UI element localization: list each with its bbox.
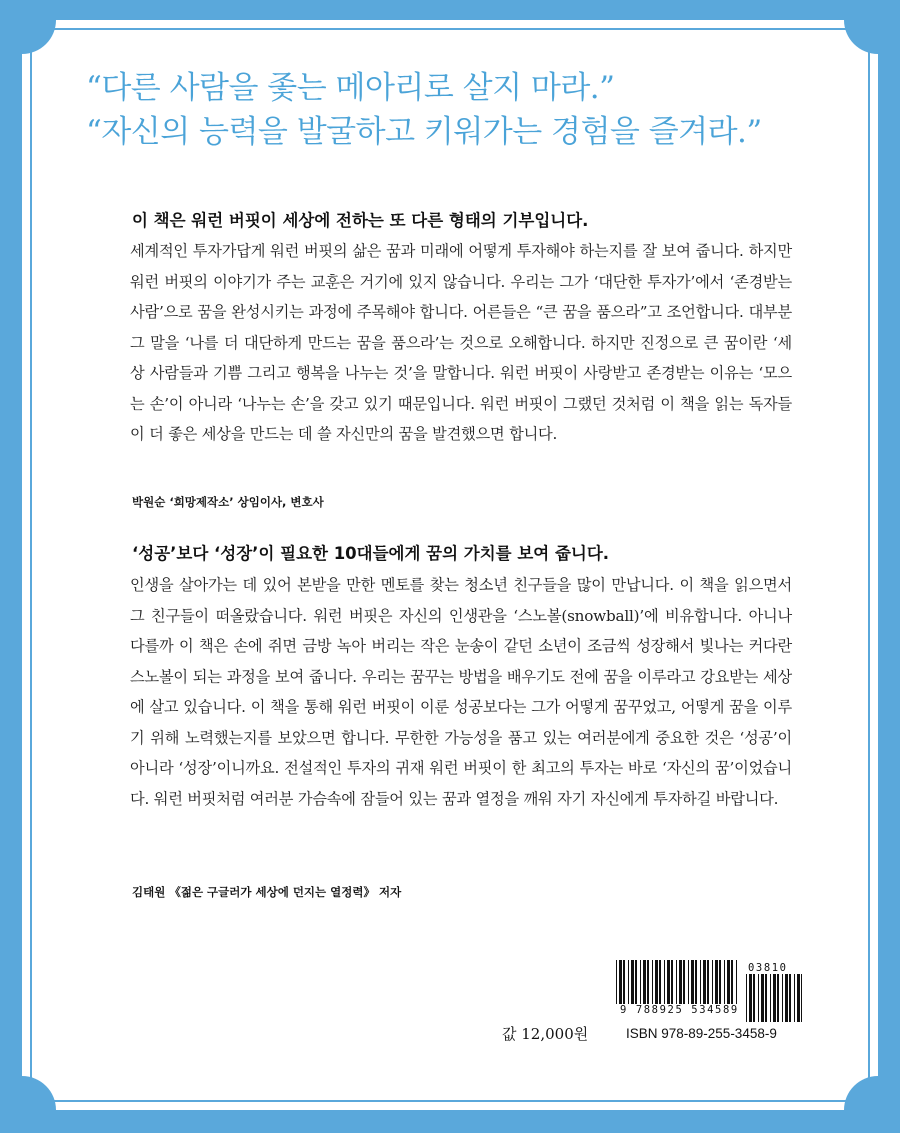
section-2-body: 인생을 살아가는 데 있어 본받을 만한 멘토를 찾는 청소년 친구들을 많이 만납니다. 이 책을 읽으면서 그 친구들이 떠올랐습니다. 워런 버핏은 자신의 인생관을 ‘스노볼(snowball)’에 비유합니다. 아니나 다를까 이 책은 손에 쥐면 금방 녹아 버리는 작은 눈송이 같던 소년이 조금씩 성장해서 빛나는 커다란 스노볼이 되는 과정을 보여 줍니다. 우리는 꿈꾸는 방법을 배우기도 전에 꿈을 이루라고 강요받는 세상에 살고 있습니다. 이 책을 통해 워런 버핏이 이룬 성공보다는 그가 어떻게 꿈꾸었고, 어떻게 꿈을 이루기 위해 노력했는지를 보았으면 합니다. 무한한 가능성을 품고 있는 여러분에게 중요한 것은 ‘성공’이 아니라 ‘성장’이니까요. 전설적인 투자의 귀재 워런 버핏이 한 최고의 투자는 바로 ‘자신의 꿈’이었습니다. 워런 버핏처럼 여러분 가슴속에 잠들어 있는 꿈과 열정을 깨워 자기 자신에게 투자하길 바랍니다. — [130, 576, 792, 808]
barcode-bar — [655, 960, 658, 1004]
barcode-bar — [688, 960, 689, 1004]
barcode-bar — [712, 960, 713, 1004]
barcode-bar — [679, 960, 682, 1004]
barcode-bar — [749, 974, 752, 1022]
barcode-bar — [727, 960, 730, 1004]
barcode-bar — [640, 960, 641, 1004]
barcode-bar — [700, 960, 701, 1004]
barcode-bar — [631, 960, 634, 1004]
barcode-bar — [643, 960, 646, 1004]
barcode-bar — [676, 960, 677, 1004]
frame-corner — [844, 20, 878, 54]
barcode-digits: 9 788925 534589 — [620, 1004, 739, 1016]
quote-line-2: “자신의 능력을 발굴하고 키워가는 경험을 즐겨라.” — [86, 114, 762, 150]
barcode-bar — [785, 974, 788, 1022]
section-1-signature: 박원순 ‘희망제작소’ 상임이사, 변호사 — [132, 495, 324, 509]
section-2-heading: ‘성공’보다 ‘성장’이 필요한 10대들에게 꿈의 가치를 보여 줍니다. — [132, 544, 610, 563]
barcode-bar — [647, 960, 649, 1004]
barcode-bar — [797, 974, 800, 1022]
barcode-bar — [623, 960, 625, 1004]
barcode-bar — [719, 960, 721, 1004]
frame-corner — [22, 20, 56, 54]
barcode-bar — [691, 960, 694, 1004]
barcode-bar — [761, 974, 764, 1022]
section-1-body: 세계적인 투자가답게 워런 버핏의 삶은 꿈과 미래에 어떻게 투자해야 하는지를 잘 보여 줍니다. 하지만 워런 버핏의 이야기가 주는 교훈은 거기에 있지 않습니다. 우리는 그가 ‘대단한 투자가’에서 ‘존경받는 사람’으로 꿈을 완성시키는 과정에 주목해야 합니다. 어른들은 “큰 꿈을 품으라”고 조언합니다. 대부분 그 말을 ‘나를 더 대단하게 만드는 꿈을 품으라’는 것으로 오해합니다. 하지만 진정으로 큰 꿈이란 ‘세상 사람들과 기쁨 그리고 행복을 나누는 것’을 말합니다. 워런 버핏이 사랑받고 존경받는 이유는 ‘모으는 손’이 아니라 ‘나누는 손’을 갖고 있기 때문입니다. 워런 버핏이 그랬던 것처럼 이 책을 읽는 독자들이 더 좋은 세상을 만드는 데 쓸 자신만의 꿈을 발견했으면 합니다. — [130, 242, 792, 443]
barcode-bar — [616, 960, 617, 1004]
barcode-bar — [731, 960, 733, 1004]
barcode-bar — [695, 960, 697, 1004]
barcode-bar — [707, 960, 709, 1004]
isbn-number: ISBN 978-89-255-3458-9 — [626, 1026, 777, 1041]
barcode-bar — [746, 974, 747, 1022]
barcode-bar — [758, 974, 759, 1022]
section-1-heading: 이 책은 워런 버핏이 세상에 전하는 또 다른 형태의 기부입니다. — [132, 211, 589, 230]
barcode-bar — [671, 960, 673, 1004]
barcode-bar — [773, 974, 776, 1022]
barcode-bar — [667, 960, 670, 1004]
barcode-bar — [664, 960, 665, 1004]
quote-line-1: “다른 사람을 좇는 메아리로 살지 마라.” — [86, 70, 615, 106]
barcode-bar — [715, 960, 718, 1004]
barcode-bar — [683, 960, 685, 1004]
barcode-bar — [628, 960, 629, 1004]
barcode-bar — [652, 960, 653, 1004]
barcode-bar — [703, 960, 706, 1004]
barcode-bar — [782, 974, 783, 1022]
barcode-bar — [789, 974, 791, 1022]
frame-corner — [22, 1076, 56, 1110]
barcode-bar — [724, 960, 725, 1004]
barcode-bar — [770, 974, 771, 1022]
barcode-bar — [736, 960, 737, 1004]
barcode-bar — [801, 974, 802, 1022]
barcode-bar — [635, 960, 637, 1004]
barcode-bar — [753, 974, 755, 1022]
barcode-bar — [765, 974, 767, 1022]
frame-corner — [844, 1076, 878, 1110]
price: 값 12,000원 — [502, 1025, 589, 1043]
cover-frame — [22, 20, 878, 1110]
barcode-bar — [794, 974, 795, 1022]
barcode-bar — [659, 960, 661, 1004]
barcode-add-on-digits: 03810 — [748, 962, 788, 974]
section-2-signature: 김태원 《젊은 구글러가 세상에 던지는 열정력》 저자 — [132, 885, 402, 899]
barcode-bar — [619, 960, 622, 1004]
barcode-bar — [777, 974, 779, 1022]
